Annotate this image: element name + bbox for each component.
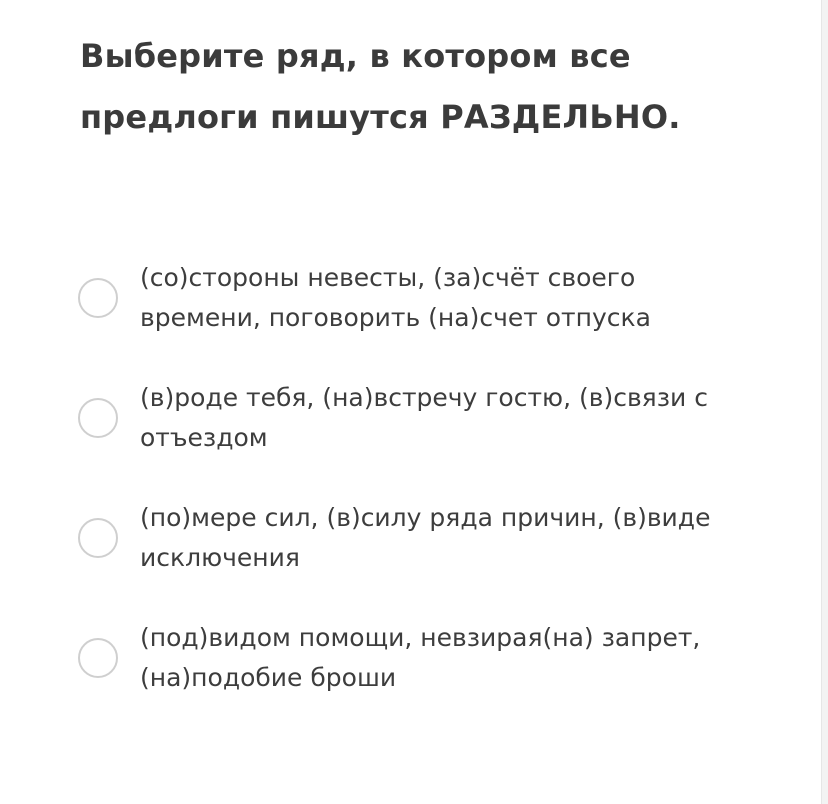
answer-option-label[interactable]: (под)видом помощи, невзирая(на) запрет, (на)подобие броши (140, 623, 701, 692)
question-line-1: Выберите ряд, в котором все (80, 37, 631, 75)
answer-option-2[interactable] (78, 378, 768, 498)
radio-button[interactable] (78, 638, 118, 678)
radio-button[interactable] (78, 278, 118, 318)
answer-option-label[interactable]: (по)мере сил, (в)силу ряда причин, (в)виде исключения (140, 503, 711, 572)
answer-option-label[interactable]: (со)стороны невесты, (за)счёт своего времени, поговорить (на)счет отпуска (140, 263, 651, 332)
question-line-2: предлоги пишутся РАЗДЕЛЬНО. (80, 98, 681, 136)
scrollbar-track[interactable] (821, 0, 828, 804)
radio-button[interactable] (78, 518, 118, 558)
answer-option-4[interactable] (78, 618, 768, 738)
answer-option-1[interactable] (78, 258, 768, 378)
answer-options (78, 258, 768, 738)
question-text (80, 26, 760, 148)
answer-option-3[interactable] (78, 498, 768, 618)
answer-option-label[interactable]: (в)роде тебя, (на)встречу гостю, (в)связи с отъездом (140, 383, 708, 452)
radio-button[interactable] (78, 398, 118, 438)
